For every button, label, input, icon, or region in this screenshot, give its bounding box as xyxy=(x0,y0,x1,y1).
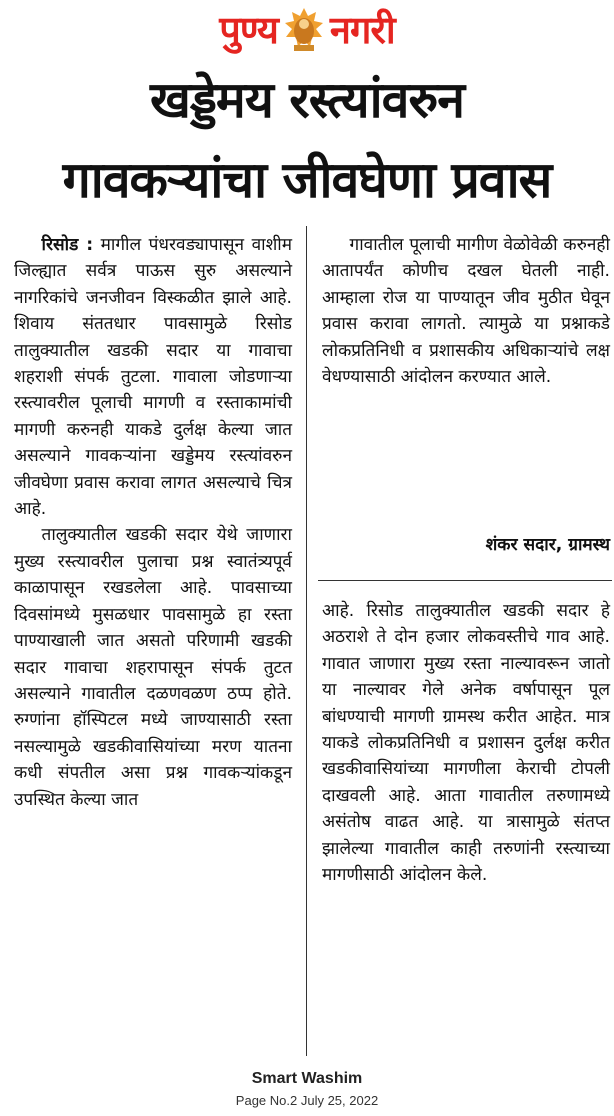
article-paragraph-2: तालुक्यातील खडकी सदार येथे जाणारा मुख्य रस्त्यावरील पुलाचा प्रश्न स्वातंत्र्यपूर्व काळापासून रखडलेला आहे. पावसाच्या दिवसांमध्ये मुसळधार पावसामुळे हा रस्ता पाण्याखाली जात असतो परिणामी खडकी सदार गावाचा शहरापासून संपर्क तुटत असल्याने गावातील दळणवळण ठप्प होते. रुग्णांना हॉस्पिटल मध्ये जाण्यासाठी रस्ता नसल्यामुळे खडकीवासियांच्या मरण यातना कधी संपतील असा प्रश्न गावकऱ्यांकडून उपस्थित केल्या जात xyxy=(14,525,292,810)
article-paragraph-3: आहे. रिसोड तालुक्यातील खडकी सदार हे अठराशे ते दोन हजार लोकवस्तीचे गाव आहे. गावात जाणारा मुख्य रस्ता नाल्यावरून जातो या नाल्यावर गेले अनेक वर्षापासून पूल बांधण्याची मागणी ग्रामस्थ करीत आहेत. मात्र याकडे लोकप्रतिनिधी व प्रशासन दुर्लक्ष करीत खडकीवासियांच्या मागणीला केराची टोपली दाखवली आहे. आता गावातील तरुणामध्ये असंतोष वाढत आहे. या त्रासामुळे संतप्त झालेल्या गावातील काही तरुणांनी रस्त्याच्या मागणीसाठी आंदोलन केले. xyxy=(322,601,610,886)
masthead-brand-left: पुण्य xyxy=(219,8,278,52)
masthead xyxy=(0,4,614,56)
footer-source: Smart Washim xyxy=(251,1070,363,1087)
headline xyxy=(0,60,614,220)
article-quote: गावातील पूलाची मागीण वेळोवेळी करुनही आतापर्यंत कोणीच दखल घेतली नाही. आम्हाला रोज या पाण्यातून जीव मुठीत घेवून प्रवास करावा लागतो. त्यामुळे या प्रश्नाकडे लोकप्रतिनिधी व प्रशासकीय अधिकाऱ्यांचे लक्ष वेधण्यासाठी आंदोलन करण्यात आले. xyxy=(322,235,610,388)
masthead-brand-right: नगरी xyxy=(329,8,395,52)
headline-line-1: खड्डेमय रस्त्यांवरुन xyxy=(149,71,465,129)
footer-page-info: Page No.2 July 25, 2022 xyxy=(235,1093,379,1108)
article-paragraph-1-text: मागील पंधरवड्यापासून वाशीम जिल्ह्यात सर्वत्र पाऊस सुरु असल्याने नागरिकांचे जनजीवन विस्कळीत झाले आहे. शिवाय संततधार पावसामुळे रिसोड तालुक्यातील खडकी सदार या गावाचा शहराशी संपर्क तुटला. गावाला जोडणाऱ्या रस्त्यावरील पूलाची मागणी व रस्ताकामांची मागणी करुनही याकडे दुर्लक्ष केल्या जात असल्याने गावकऱ्यांना खड्डेमय रस्त्यांवरुन जीवघेणा प्रवास करावा लागत असल्याचे चित्र आहे. xyxy=(14,235,292,520)
article-quote-box xyxy=(322,232,610,390)
article-column-right xyxy=(322,598,610,888)
deity-emblem-icon xyxy=(282,7,326,53)
article-dateline: रिसोड : xyxy=(41,235,94,255)
headline-line-2: गावकऱ्यांचा जीवघेणा प्रवास xyxy=(62,151,552,209)
quote-divider xyxy=(318,580,612,581)
column-divider xyxy=(306,226,307,1056)
article-column-left xyxy=(14,232,292,813)
quote-attribution: शंकर सदार, ग्रामस्थ xyxy=(485,535,610,555)
article-paragraph-1 xyxy=(14,232,292,522)
